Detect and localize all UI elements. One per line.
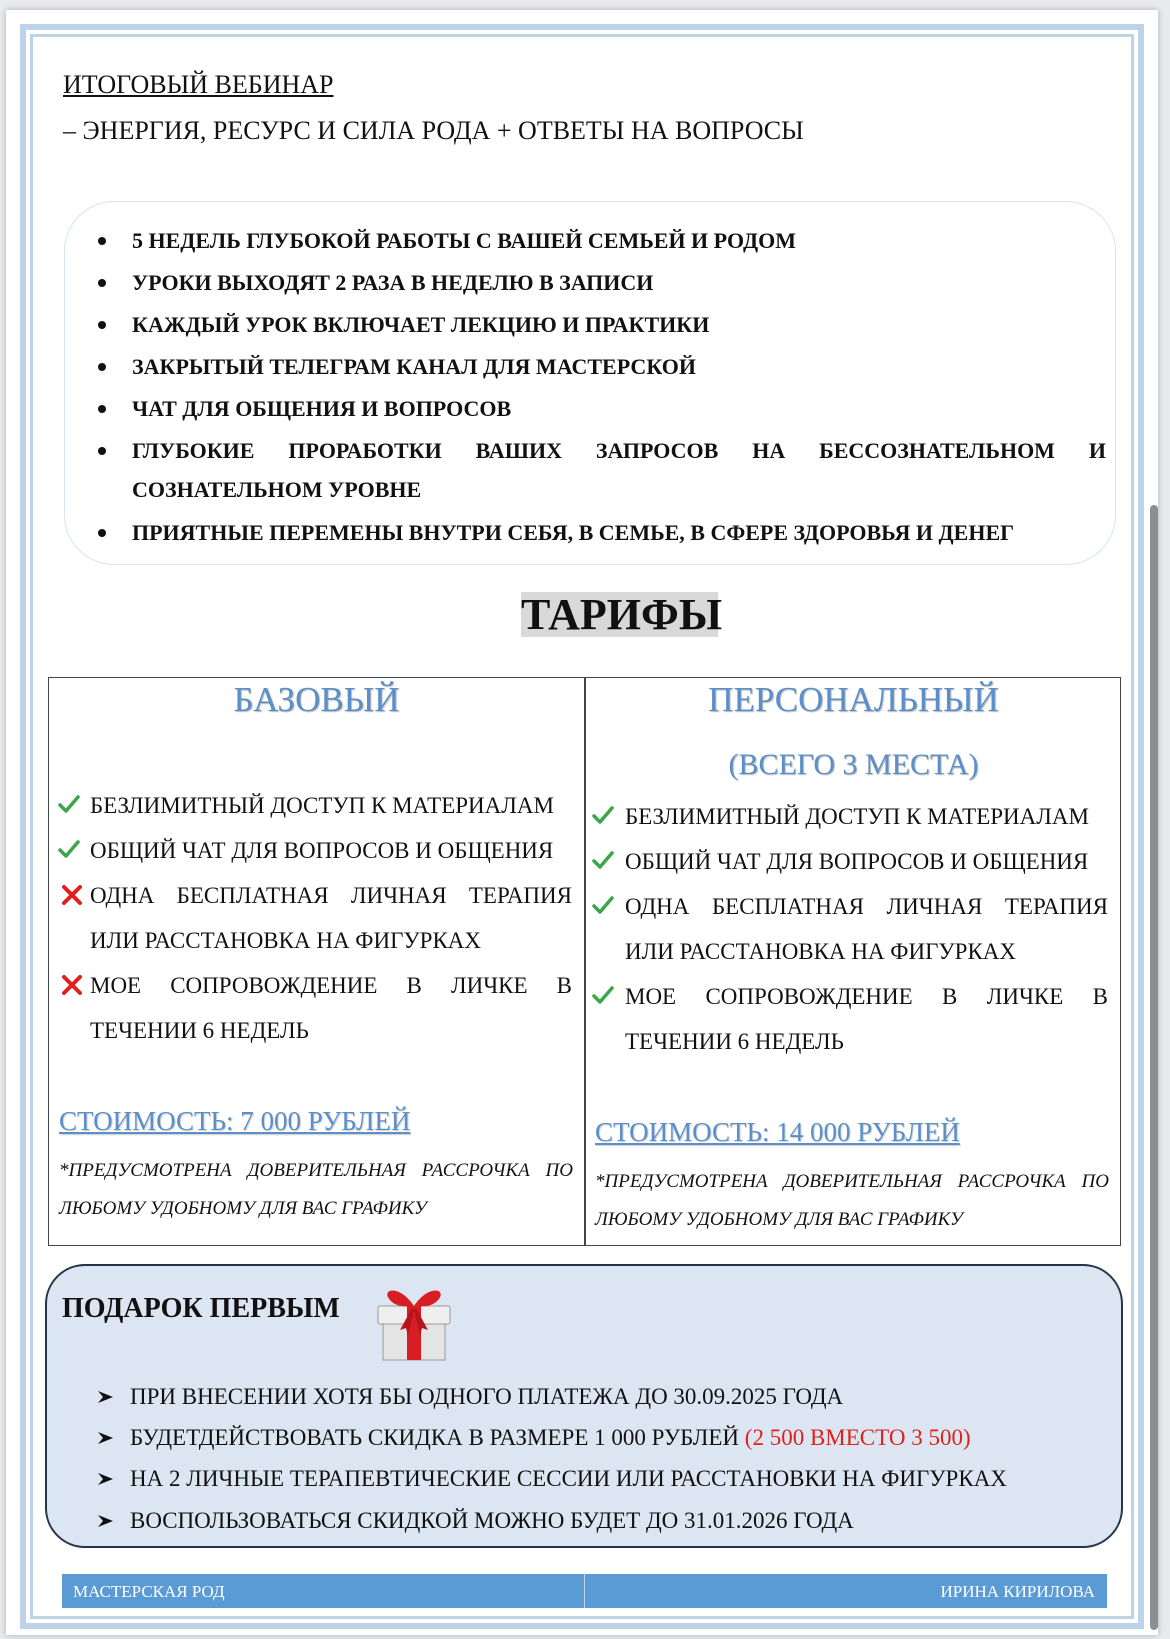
feature-item: УРОКИ ВЫХОДЯТ 2 РАЗА В НЕДЕЛЮ В ЗАПИСИ — [132, 264, 1106, 302]
feature-item: ГЛУБОКИЕ ПРОРАБОТКИ ВАШИХ ЗАПРОСОВ НА БЕССОЗНАТЕЛЬНОМ И — [132, 432, 1106, 470]
gift-item: БУДЕТДЕЙСТВОВАТЬ СКИДКА В РАЗМЕРЕ 1 000 РУБЛЕЙ (2 500 ВМЕСТО 3 500) — [130, 1425, 971, 1451]
plan-basic-name: БАЗОВЫЙ — [233, 680, 400, 719]
plan-basic-note: *ПРЕДУСМОТРЕНА ДОВЕРИТЕЛЬНАЯ РАССРОЧКА ПО — [59, 1160, 573, 1181]
check-icon — [57, 837, 81, 861]
webinar-title: ИТОГОВЫЙ ВЕБИНАР — [63, 70, 334, 99]
plan-personal-price: СТОИМОСТЬ: 14 000 РУБЛЕЙ — [595, 1117, 960, 1147]
check-icon — [591, 848, 615, 872]
bullet-icon — [98, 405, 106, 413]
bullet-icon — [98, 237, 106, 245]
cross-icon — [60, 883, 84, 907]
bullet-icon — [98, 529, 106, 537]
plan-personal-note-continued: ЛЮБОМУ УДОБНОМУ ДЛЯ ВАС ГРАФИКУ — [595, 1209, 963, 1230]
bullet-icon — [98, 279, 106, 287]
plan-personal-item: ОБЩИЙ ЧАТ ДЛЯ ВОПРОСОВ И ОБЩЕНИЯ — [625, 849, 1089, 874]
feature-item: ПРИЯТНЫЕ ПЕРЕМЕНЫ ВНУТРИ СЕБЯ, В СЕМЬЕ, В СФЕРЕ ЗДОРОВЬЯ И ДЕНЕГ — [132, 514, 1106, 552]
plan-personal-item: ОДНА БЕСПЛАТНАЯ ЛИЧНАЯ ТЕРАПИЯ — [625, 894, 1108, 919]
cross-icon — [60, 973, 84, 997]
plan-basic-item: ОБЩИЙ ЧАТ ДЛЯ ВОПРОСОВ И ОБЩЕНИЯ — [90, 838, 554, 863]
plan-basic-item-continued: ИЛИ РАССТАНОВКА НА ФИГУРКАХ — [90, 928, 482, 953]
discount-highlight: (2 500 ВМЕСТО 3 500) — [744, 1425, 971, 1450]
check-icon — [591, 893, 615, 917]
plan-personal-item: БЕЗЛИМИТНЫЙ ДОСТУП К МАТЕРИАЛАМ — [625, 804, 1089, 829]
gift-icon — [372, 1280, 456, 1362]
plan-basic-item-continued: ТЕЧЕНИИ 6 НЕДЕЛЬ — [90, 1018, 309, 1043]
feature-item: 5 НЕДЕЛЬ ГЛУБОКОЙ РАБОТЫ С ВАШЕЙ СЕМЬЕЙ И РОДОМ — [132, 222, 1106, 260]
webinar-subtitle: – ЭНЕРГИЯ, РЕСУРС И СИЛА РОДА + ОТВЕТЫ НА ВОПРОСЫ — [63, 116, 804, 145]
feature-item: КАЖДЫЙ УРОК ВКЛЮЧАЕТ ЛЕКЦИЮ И ПРАКТИКИ — [132, 306, 1106, 344]
plan-basic-price: СТОИМОСТЬ: 7 000 РУБЛЕЙ — [59, 1106, 411, 1136]
plan-personal-item-continued: ТЕЧЕНИИ 6 НЕДЕЛЬ — [625, 1029, 844, 1054]
plan-personal-name: ПЕРСОНАЛЬНЫЙ — [708, 680, 999, 719]
plan-personal-note: *ПРЕДУСМОТРЕНА ДОВЕРИТЕЛЬНАЯ РАССРОЧКА ПО — [595, 1171, 1109, 1192]
arrow-bullet-icon — [97, 1513, 115, 1529]
feature-item-continued: СОЗНАТЕЛЬНОМ УРОВНЕ — [132, 477, 422, 502]
gift-item: ПРИ ВНЕСЕНИИ ХОТЯ БЫ ОДНОГО ПЛАТЕЖА ДО 30.09.2025 ГОДА — [130, 1384, 843, 1410]
arrow-bullet-icon — [97, 1430, 115, 1446]
plan-basic-note-continued: ЛЮБОМУ УДОБНОМУ ДЛЯ ВАС ГРАФИКУ — [59, 1198, 427, 1219]
plan-personal-subtitle: (ВСЕГО 3 МЕСТА) — [728, 748, 979, 781]
bullet-icon — [98, 447, 106, 455]
scrollbar[interactable] — [1150, 505, 1158, 1630]
plan-basic-item: ОДНА БЕСПЛАТНАЯ ЛИЧНАЯ ТЕРАПИЯ — [90, 883, 572, 908]
plan-basic-item: БЕЗЛИМИТНЫЙ ДОСТУП К МАТЕРИАЛАМ — [90, 793, 554, 818]
arrow-bullet-icon — [97, 1471, 115, 1487]
footer-right: ИРИНА КИРИЛОВА — [940, 1582, 1095, 1601]
tariffs-heading: ТАРИФЫ — [521, 590, 723, 639]
footer-separator — [584, 1574, 585, 1608]
feature-item: ЧАТ ДЛЯ ОБЩЕНИЯ И ВОПРОСОВ — [132, 390, 1106, 428]
footer-left: МАСТЕРСКАЯ РОД — [73, 1582, 225, 1601]
check-icon — [57, 792, 81, 816]
gift-item: НА 2 ЛИЧНЫЕ ТЕРАПЕВТИЧЕСКИЕ СЕССИИ ИЛИ РАССТАНОВКИ НА ФИГУРКАХ — [130, 1466, 1007, 1492]
feature-item: ЗАКРЫТЫЙ ТЕЛЕГРАМ КАНАЛ ДЛЯ МАСТЕРСКОЙ — [132, 348, 1106, 386]
bullet-icon — [98, 321, 106, 329]
check-icon — [591, 983, 615, 1007]
bullet-icon — [98, 363, 106, 371]
plan-personal-item: МОЕ СОПРОВОЖДЕНИЕ В ЛИЧКЕ В — [625, 984, 1108, 1009]
gift-title: ПОДАРОК ПЕРВЫМ — [62, 1293, 340, 1324]
plan-personal-item-continued: ИЛИ РАССТАНОВКА НА ФИГУРКАХ — [625, 939, 1017, 964]
check-icon — [591, 803, 615, 827]
arrow-bullet-icon — [97, 1389, 115, 1405]
gift-item: ВОСПОЛЬЗОВАТЬСЯ СКИДКОЙ МОЖНО БУДЕТ ДО 31.01.2026 ГОДА — [130, 1508, 854, 1534]
plan-basic-item: МОЕ СОПРОВОЖДЕНИЕ В ЛИЧКЕ В — [90, 973, 572, 998]
